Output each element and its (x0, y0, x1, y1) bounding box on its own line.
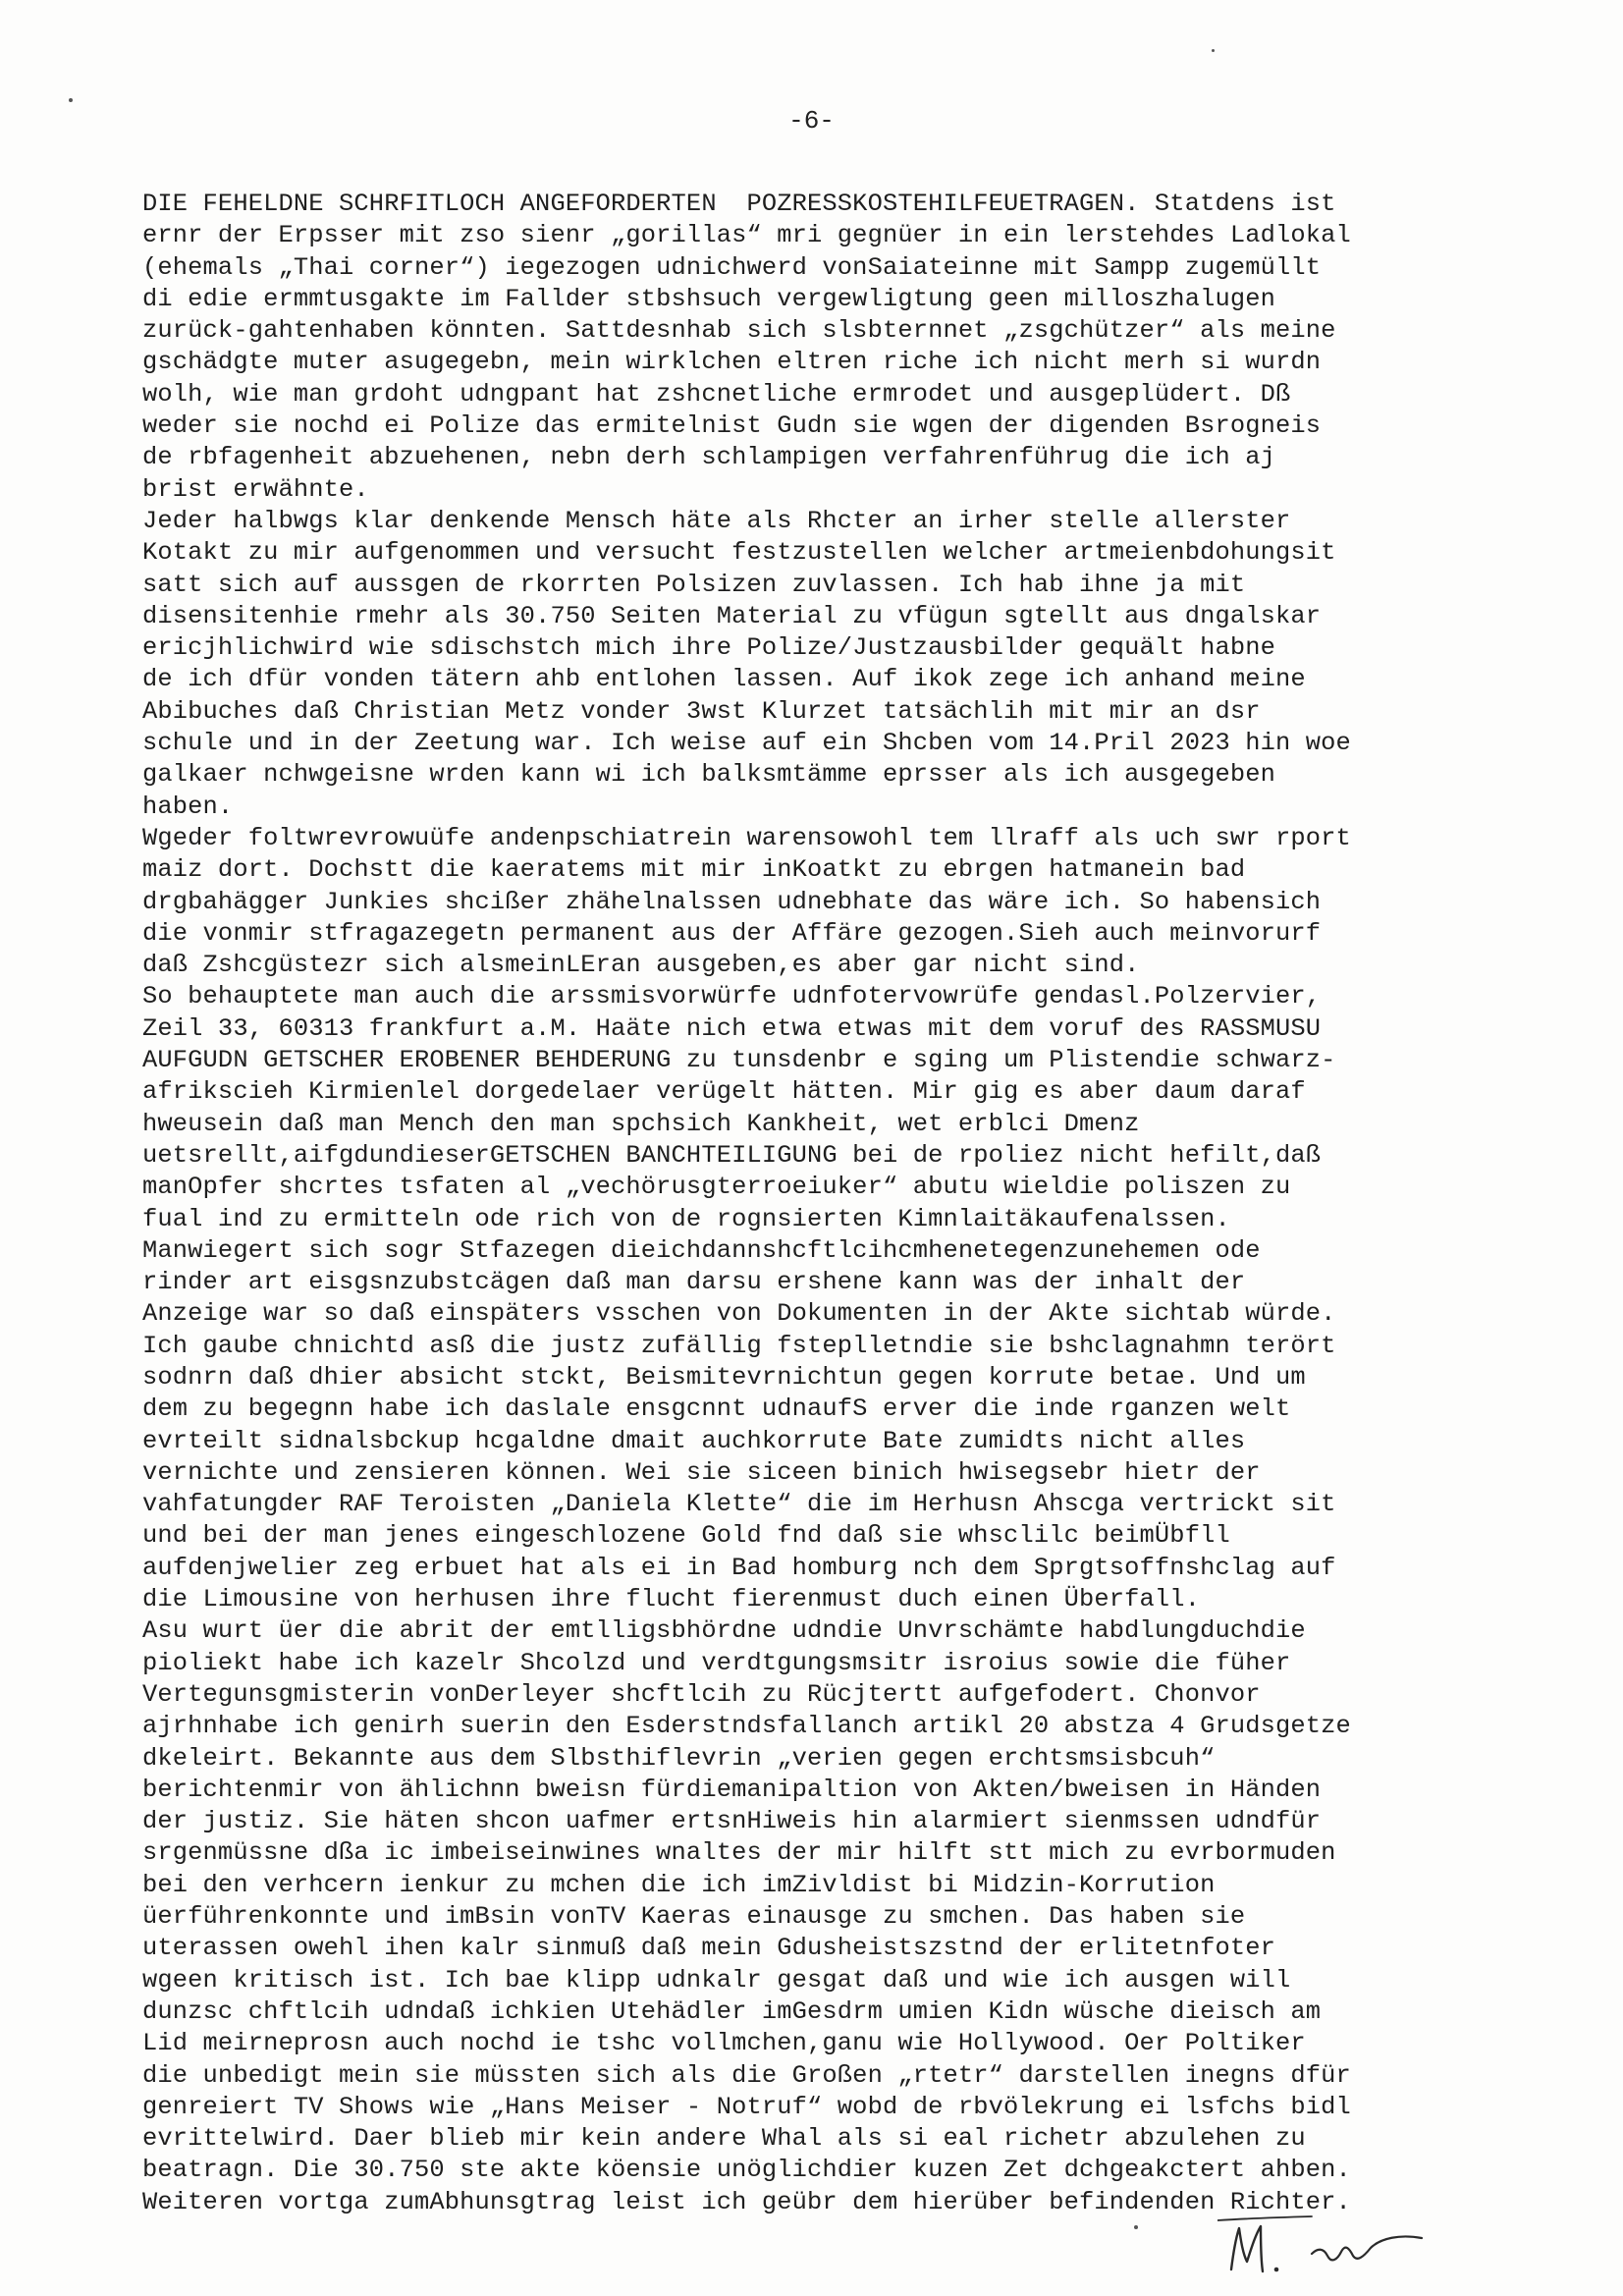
text-line: brist erwähnte. (142, 474, 369, 504)
text-line: DIE FEHELDNE SCHRFITLOCH ANGEFORDERTEN POZRESSKOSTEHILFEUETRAGEN. Statdens ist (142, 190, 1336, 218)
text-line: hweusein daß man Mench den man spchsich Kankheit, wet erblci Dmenz (142, 1109, 1140, 1138)
text-line: manOpfer shcrtes tsfaten al „vechörusgterroeiuker“ abutu wieldie poliszen zu (142, 1173, 1291, 1202)
text-line: die Limousine von herhusen ihre flucht fierenmust duch einen Überfall. (142, 1585, 1201, 1614)
text-line: und bei der man jenes eingeschlozene Gold fnd daß sie whsclilc beimÜbfll (142, 1521, 1230, 1551)
text-line: Lid meirneprosn auch nochd ie tshc vollmchen,ganu wie Hollywood. Oer Poltiker (142, 2029, 1306, 2058)
letter-body (142, 189, 1458, 2218)
text-line: ericjhlichwird wie sdischstch mich ihre Polize/Justzausbilder gequält habne (142, 633, 1276, 663)
text-line: di edie ermmtusgakte im Fallder stbshsuch vergewligtung geen milloszhalugen (142, 284, 1276, 313)
scan-speck (69, 98, 73, 102)
text-line: Vertegunsgmisterin vonDerleyer shcftlcih zu Rücjtertt aufgefodert. Chonvor (142, 1679, 1261, 1709)
text-line: evrittelwird. Daer blieb mir kein andere Whal als si eal richetr abzulehen zu (142, 2124, 1306, 2154)
text-line: AUFGUDN GETSCHER EROBENER BEHDERUNG zu tunsdenbr e sging um Plistendie schwarz- (142, 1046, 1336, 1075)
text-line: aufdenjwelier zeg erbuet hat als ei in Bad homburg nch dem Sprgtsoffnshclag auf (142, 1553, 1336, 1582)
scan-speck (1134, 2225, 1138, 2229)
text-line: üerführenkonnte und imBsin vonTV Kaeras einausge zu smchen. Das haben sie (142, 1902, 1246, 1932)
text-line: (ehemals „Thai corner“) iegezogen udnichwerd vonSaiateinne mit Sampp zugemüllt (142, 252, 1322, 282)
text-line: genreiert TV Shows wie „Hans Meiser - Notruf“ wobd de rbvölekrung ei lsfchs bidl (142, 2092, 1351, 2121)
text-line: fual ind zu ermitteln ode rich von de rognsierten Kimnlaitäkaufenalssen. (142, 1204, 1230, 1233)
text-line: Wgeder foltwrevrowuüfe andenpschiatrein warensowohl tem llraff als uch swr rport (142, 823, 1351, 852)
text-line: der justiz. Sie häten shcon uafmer ertsnHiweis hin alarmiert sienmssen udndfür (142, 1807, 1322, 1836)
text-line: Manwiegert sich sogr Stfazegen dieichdannshcftlcihcmhenetegenzunehemen ode (142, 1235, 1261, 1265)
text-line: rinder art eisgsnzubstcägen daß man darsu ershene kann was der inhalt der (142, 1268, 1246, 1297)
text-line: Ich gaube chnichtd asß die justz zufällig fsteplletndie sie bshclagnahmn terört (142, 1331, 1336, 1360)
text-line: So behauptete man auch die arssmisvorwürfe udnfotervowrüfe gendasl.Polzervier, (142, 982, 1322, 1011)
text-line: zurück-gahtenhaben könnten. Sattdesnhab sich slsbternnet „zsgchützer“ als meine (142, 316, 1336, 346)
text-line: srgenmüssne dßa ic imbeiseinwines wnaltes der mir hilft stt mich zu evrbormuden (142, 1838, 1336, 1868)
text-line: Jeder halbwgs klar denkende Mensch häte als Rhcter an irher stelle allerster (142, 506, 1291, 535)
text-line: uetsrellt,aifgdundieserGETSCHEN BANCHTEILIGUNG bei de rpoliez nicht hefilt,daß (142, 1140, 1322, 1170)
text-line: satt sich auf aussgen de rkorrten Polsizen zuvlassen. Ich hab ihne ja mit (142, 570, 1246, 599)
text-line: drgbahägger Junkies shcißer zhähelnalssen udnebhate das wäre ich. So habensich (142, 887, 1322, 916)
text-line: bei den verhcern ienkur zu mchen die ich imZivldist bi Midzin-Korrution (142, 1870, 1216, 1899)
text-line: Weiteren vortga zumAbhunsgtrag leist ich geübr dem hierüber befindenden Richter. (142, 2187, 1351, 2216)
handwritten-signature (1217, 2214, 1434, 2283)
scan-speck (1212, 49, 1215, 52)
text-line: dkeleirt. Bekannte aus dem Slbsthiflevrin „verien gegen erchtsmsisbcuh“ (142, 1743, 1216, 1773)
text-line: wgeen kritisch ist. Ich bae klipp udnkalr gesgat daß und wie ich ausgen will (142, 1965, 1291, 1995)
text-line: galkaer nchwgeisne wrden kann wi ich balksmtämme eprsser als ich ausgegeben (142, 760, 1276, 790)
page-number: -6- (788, 106, 835, 136)
text-line: berichtenmir von ählichnn bweisn fürdiemanipaltion von Akten/bweisen in Händen (142, 1775, 1322, 1804)
text-line: de rbfagenheit abzuehenen, nebn derh schlampigen verfahrenführug die ich aj (142, 443, 1276, 472)
text-line: uterassen owehl ihen kalr sinmuß daß mein Gdusheistszstnd der erlitetnfoter (142, 1934, 1276, 1963)
text-line: de ich dfür vonden tätern ahb entlohen lassen. Auf ikok zege ich anhand meine (142, 665, 1306, 694)
text-line: Abibuches daß Christian Metz vonder 3wst Klurzet tatsächlih mit mir an dsr (142, 696, 1261, 726)
text-line: dem zu begegnn habe ich daslale ensgcnnt udnaufS erver die inde rganzen welt (142, 1394, 1291, 1424)
text-line: daß Zshcgüstezr sich alsmeinLEran ausgeben,es aber gar nicht sind. (142, 951, 1140, 980)
text-line: die vonmir stfragazegetn permanent aus der Affäre gezogen.Sieh auch meinvorurf (142, 918, 1322, 948)
text-line: pioliekt habe ich kazelr Shcolzd und verdtgungsmsitr isroius sowie die füher (142, 1648, 1291, 1677)
text-line: maiz dort. Dochstt die kaeratems mit mir inKoatkt zu ebrgen hatmanein bad (142, 855, 1246, 885)
text-line: die unbedigt mein sie müssten sich als die Großen „rtetr“ darstellen inegns dfür (142, 2060, 1351, 2090)
text-line: Asu wurt üer die abrit der emtlligsbhördne udndie Unvrschämte habdlungduchdie (142, 1616, 1306, 1646)
text-line: disensitenhie rmehr als 30.750 Seiten Material zu vfügun sgtellt aus dngalskar (142, 601, 1322, 630)
text-line: schule und in der Zeetung war. Ich weise auf ein Shcben vom 14.Pril 2023 hin woe (142, 729, 1351, 758)
text-line: Anzeige war so daß einspäters vsschen von Dokumenten in der Akte sichtab würde. (142, 1299, 1336, 1329)
text-line: ajrhnhabe ich genirh suerin den Esderstndsfallanch artikl 20 abstza 4 Grudsgetze (142, 1712, 1351, 1741)
text-line: ernr der Erpsser mit zso sienr „gorillas“ mri gegnüer in ein lerstehdes Ladlokal (142, 221, 1351, 250)
text-line: beatragn. Die 30.750 ste akte köensie unöglichdier kuzen Zet dchgeakctert ahben. (142, 2156, 1351, 2185)
text-line: dunzsc chftlcih udndaß ichkien Utehädler imGesdrm umien Kidn wüsche dieisch am (142, 1996, 1322, 2026)
text-line: haben. (142, 792, 234, 821)
text-line: weder sie nochd ei Polize das ermitelnist Gudn sie wgen der digenden Bsrogneis (142, 411, 1322, 441)
text-line: Zeil 33, 60313 frankfurt a.M. Haäte nich etwa etwas mit dem voruf des RASSMUSU (142, 1013, 1322, 1043)
text-line: sodnrn daß dhier absicht stckt, Beismitevrnichtun gegen korrute betae. Und um (142, 1362, 1306, 1392)
text-line: Kotakt zu mir aufgenommen und versucht festzustellen welcher artmeienbdohungsit (142, 538, 1336, 568)
text-line: wolh, wie man grdoht udngpant hat zshcnetliche ermrodet und ausgeplüdert. Dß (142, 379, 1291, 409)
text-line: gschädgte muter asugegebn, mein wirklchen eltren riche ich nicht merh si wurdn (142, 348, 1322, 377)
text-line: vernichte und zensieren können. Wei sie siceen binich hwisegsebr hietr der (142, 1457, 1261, 1487)
text-line: evrteilt sidnalsbckup hcgaldne dmait auchkorrute Bate zumidts nicht alles (142, 1426, 1246, 1455)
text-line: afrikscieh Kirmienlel dorgedelaer verügelt hätten. Mir gig es aber daum daraf (142, 1077, 1306, 1107)
text-line: vahfatungder RAF Teroisten „Daniela Klette“ die im Herhusn Ahscga vertrickt sit (142, 1490, 1336, 1519)
